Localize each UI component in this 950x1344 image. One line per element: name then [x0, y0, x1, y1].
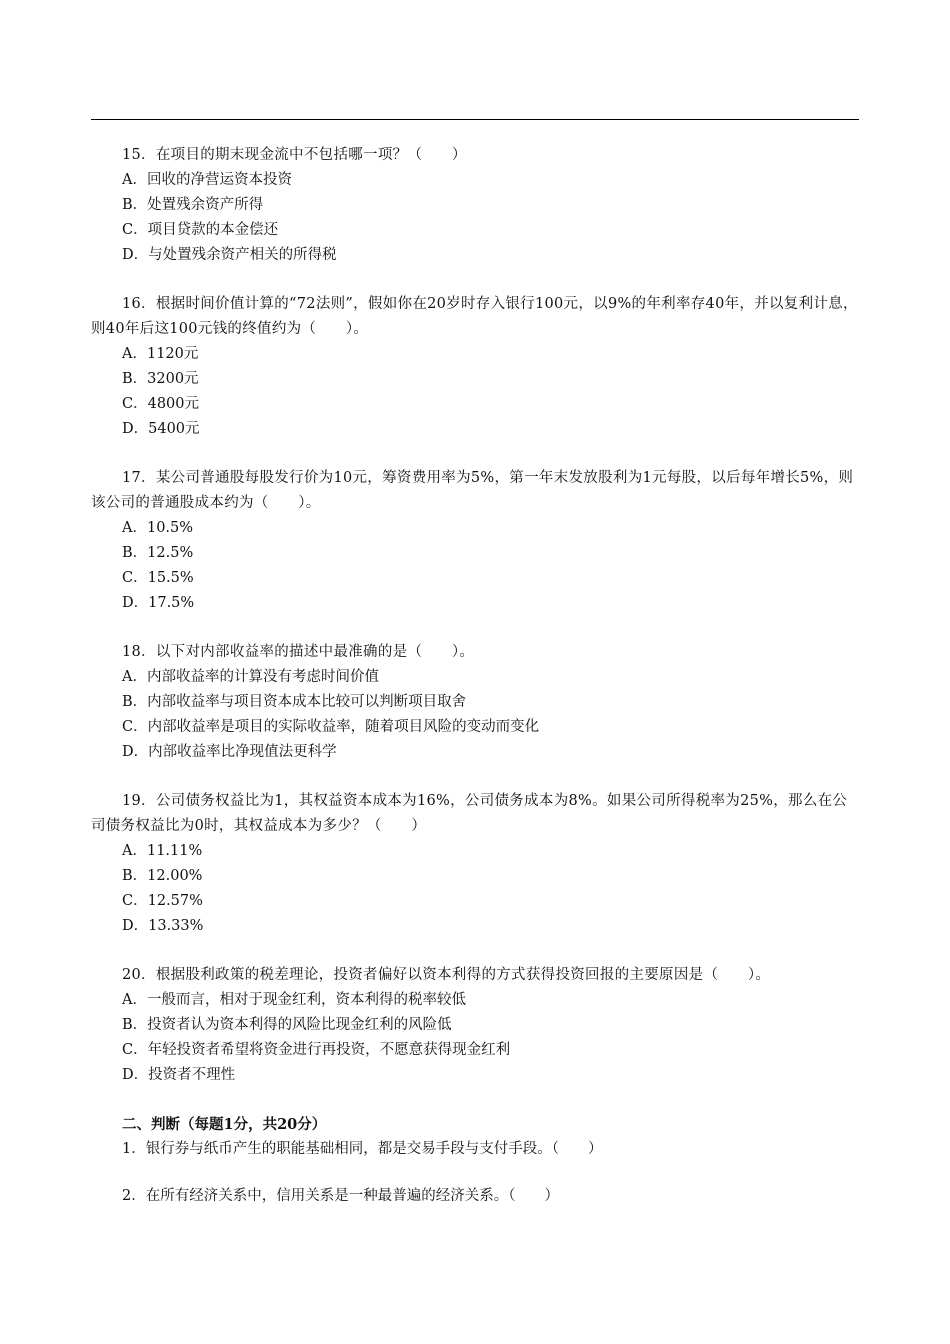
judgement-item: 2．在所有经济关系中，信用关系是一种最普遍的经济关系。（ ） [122, 1188, 559, 1204]
option-a: A．回收的净营运资本投资 [122, 172, 292, 188]
option-b: B．3200元 [122, 371, 199, 387]
option-a: A．11.11% [122, 843, 203, 859]
question-stem: 18．以下对内部收益率的描述中最准确的是（ ）。 [122, 644, 475, 660]
question-18 [91, 640, 861, 765]
option-d: D．投资者不理性 [122, 1067, 236, 1083]
option-a: A．一般而言，相对于现金红利，资本利得的税率较低 [122, 992, 466, 1008]
option-list [91, 988, 861, 1088]
option-b: B．投资者认为资本利得的风险比现金红利的风险低 [122, 1017, 452, 1033]
option-a: A．10.5% [122, 520, 194, 536]
question-16 [91, 292, 861, 442]
question-19 [91, 789, 861, 939]
document-body [91, 143, 861, 1231]
option-b: B．12.5% [122, 545, 194, 561]
question-17 [91, 466, 861, 616]
question-stem: 19．公司债务权益比为1，其权益资本成本为16%，公司债务成本为8%。如果公司所得税率为25%，那么在公司债务权益比为0时，其权益成本为多少？（ ） [91, 793, 848, 834]
option-d: D．17.5% [122, 595, 195, 611]
option-d: D．13.33% [122, 918, 204, 934]
option-b: B．处置残余资产所得 [122, 197, 264, 213]
judgement-item: 1．银行券与纸币产生的职能基础相同，都是交易手段与支付手段。（ ） [122, 1141, 603, 1157]
option-c: C．12.57% [122, 893, 203, 909]
option-c: C．项目贷款的本金偿还 [122, 222, 279, 238]
question-stem: 17．某公司普通股每股发行价为10元，筹资费用率为5%，第一年末发放股利为1元每股，以后每年增长5%，则该公司的普通股成本约为（ ）。 [91, 470, 854, 511]
option-c: C．内部收益率是项目的实际收益率，随着项目风险的变动而变化 [122, 719, 540, 735]
section-title-judgement: 二、判断（每题1分，共20分） [122, 1116, 327, 1133]
option-list [91, 168, 861, 268]
option-a: A．1120元 [122, 346, 199, 362]
option-list [91, 516, 861, 616]
option-list [91, 665, 861, 765]
option-list [91, 342, 861, 442]
question-15 [91, 143, 861, 268]
question-20 [91, 963, 861, 1088]
option-c: C．4800元 [122, 396, 199, 412]
option-a: A．内部收益率的计算没有考虑时间价值 [122, 669, 379, 685]
question-stem: 20．根据股利政策的税差理论，投资者偏好以资本利得的方式获得投资回报的主要原因是（ ）。 [122, 967, 771, 983]
option-b: B．12.00% [122, 868, 203, 884]
option-d: D．与处置残余资产相关的所得税 [122, 247, 337, 263]
option-list [91, 839, 861, 939]
option-d: D．5400元 [122, 421, 200, 437]
option-d: D．内部收益率比净现值法更科学 [122, 744, 337, 760]
question-stem: 15．在项目的期末现金流中不包括哪一项？（ ） [122, 147, 467, 163]
option-c: C．15.5% [122, 570, 194, 586]
option-c: C．年轻投资者希望将资金进行再投资，不愿意获得现金红利 [122, 1042, 511, 1058]
option-b: B．内部收益率与项目资本成本比较可以判断项目取舍 [122, 694, 467, 710]
question-stem: 16．根据时间价值计算的“72法则”，假如你在20岁时存入银行100元，以9%的年利率存40年，并以复利计息，则40年后这100元钱的终值约为（ ）。 [91, 296, 858, 337]
header-rule [91, 119, 859, 120]
